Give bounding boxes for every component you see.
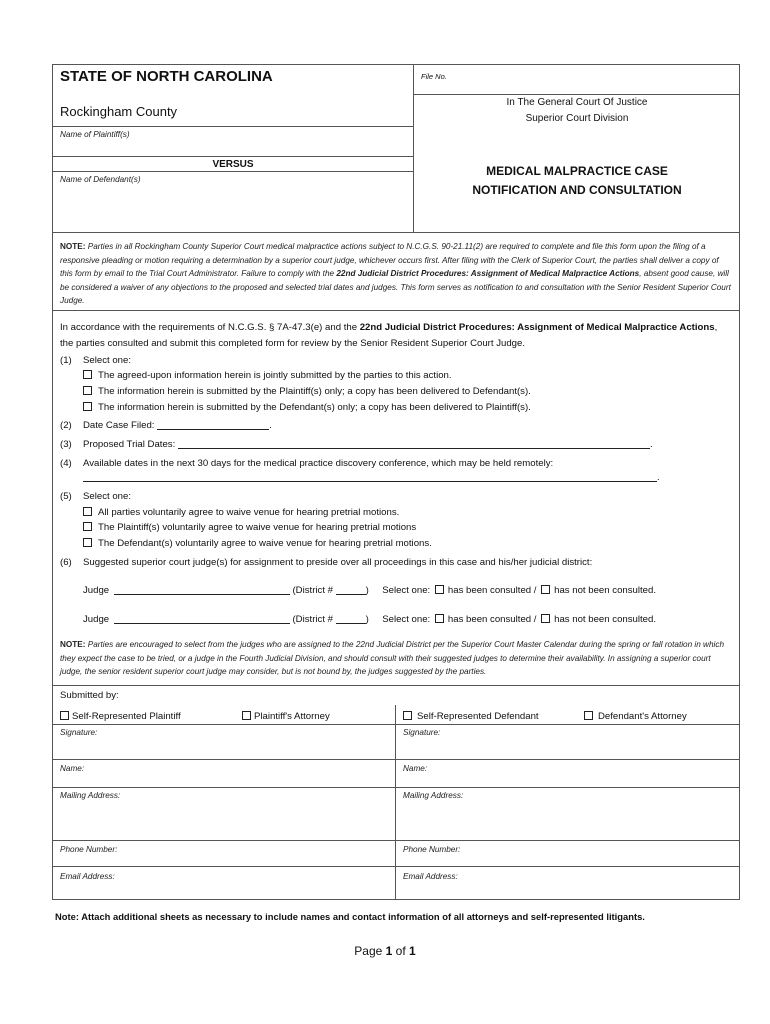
plaintiff-signature-label: Signature: xyxy=(60,728,98,737)
form-title-line1: MEDICAL MALPRACTICE CASE xyxy=(486,164,668,178)
checkbox[interactable] xyxy=(83,402,92,411)
filing-note xyxy=(60,240,732,308)
option-joint[interactable] xyxy=(83,370,452,381)
divider xyxy=(52,310,740,311)
plaintiff-name-label: Name: xyxy=(60,764,85,773)
note-text: Parties in all Rockingham County Superior Court medical malpractice actions subject to N.C.G.S. 90-21.11(2) are required to complete and file this form upon the filing of a responsive pleading or motion requiring a determination by a superior court judge, whichever occurs first. After filing with the Clerk of Superior Court, the parties shall deliver a copy of this form by email to the Trial Court Administrator. Failure to comply with the xyxy=(60,242,719,278)
proposed-trial-dates-field[interactable] xyxy=(178,439,650,449)
judge-label: Judge xyxy=(83,585,110,596)
checkbox[interactable] xyxy=(541,614,550,623)
district-label: (District # xyxy=(292,614,333,625)
defendant-email-label: Email Address: xyxy=(403,872,458,881)
divider xyxy=(52,171,414,172)
item-number: (4) xyxy=(60,458,72,469)
judge-name-field[interactable] xyxy=(114,614,290,624)
attachment-note: Note: Attach additional sheets as necessary to include names and contact information of all attorneys and self-represented litigants. xyxy=(55,911,645,922)
note-bold: 22nd Judicial District Procedures: Assignment of Medical Malpractice Actions xyxy=(336,269,640,278)
form-title-line2: NOTIFICATION AND CONSULTATION xyxy=(472,183,682,197)
checkbox[interactable] xyxy=(584,711,593,720)
checkbox[interactable] xyxy=(403,711,412,720)
defendant-label: Name of Defendant(s) xyxy=(60,175,141,184)
plaintiff-email-label: Email Address: xyxy=(60,872,115,881)
judge-label: Judge xyxy=(83,614,110,625)
intro-paragraph xyxy=(60,320,732,351)
select-one-label: Select one: xyxy=(382,614,431,625)
page-current: 1 xyxy=(385,944,393,958)
note-text: , absent good cause, will be considered a waiver of any objections to the proposed and selected trial dates and judges. This form serves as notification to and consultation with the Senior Resident Superior Court Judge. xyxy=(60,269,731,305)
district-field[interactable] xyxy=(336,585,366,595)
file-no-label: File No. xyxy=(421,72,447,81)
option-label: Defendant's Attorney xyxy=(598,711,687,722)
option-label: The information herein is submitted by the Defendant(s) only; a copy has been delivered to Plaintiff(s). xyxy=(98,402,531,413)
option-label: The Defendant(s) voluntarily agree to waive venue for hearing pretrial motions. xyxy=(98,538,432,549)
option-label: Self-Represented Defendant xyxy=(417,711,539,722)
item-number: (1) xyxy=(60,355,72,366)
checkbox[interactable] xyxy=(541,585,550,594)
item-number: (6) xyxy=(60,557,72,568)
option-label: The information herein is submitted by the Plaintiff(s) only; a copy has been delivered to Defendant(s). xyxy=(98,386,531,397)
state-title: STATE OF NORTH CAROLINA xyxy=(60,68,273,85)
plaintiff-phone-label: Phone Number: xyxy=(60,845,118,854)
option-all-waive[interactable] xyxy=(83,507,399,518)
plaintiff-mailing-label: Mailing Address: xyxy=(60,791,121,800)
date-case-filed-field[interactable] xyxy=(157,420,269,430)
field-label: Proposed Trial Dates: xyxy=(83,439,176,450)
field-label: Date Case Filed: xyxy=(83,420,155,431)
defendant-mailing-label: Mailing Address: xyxy=(403,791,464,800)
defendant-name-label: Name: xyxy=(403,764,428,773)
divider xyxy=(52,232,740,233)
item-number: (2) xyxy=(60,420,72,431)
checkbox[interactable] xyxy=(242,711,251,720)
option-label: Self-Represented Plaintiff xyxy=(72,711,181,722)
option-label: The agreed-upon information herein is jointly submitted by the parties to this action. xyxy=(98,370,452,381)
option-label: Plaintiff's Attorney xyxy=(254,711,330,722)
page-number xyxy=(0,944,770,958)
checkbox[interactable] xyxy=(83,370,92,379)
district-label: (District # xyxy=(292,585,333,596)
divider xyxy=(413,64,414,156)
item-number: (5) xyxy=(60,491,72,502)
option-plaintiff-waive[interactable] xyxy=(83,522,416,533)
versus-label: VERSUS xyxy=(212,159,254,170)
divider xyxy=(52,840,740,841)
item-label: Available dates in the next 30 days for the medical practice discovery conference, which may be held remotely: xyxy=(83,458,554,469)
page-total: 1 xyxy=(409,944,416,958)
county-name: Rockingham County xyxy=(60,104,178,119)
option-defendant-only[interactable] xyxy=(83,402,531,413)
divider xyxy=(52,787,740,788)
note-lead: NOTE: xyxy=(60,242,86,251)
note-text: Parties are encouraged to select from the judges who are assigned to the 22nd Judicial District per the Superior Court Master Calendar during the spring or fall rotation in which they expect the case to be tried, or a judge in the Fourth Judicial Division, and should consult with their suggested judges to determine their availability. In assigning a superior court judge, the senior resident superior court judge may consider, but is not bound by, the judges suggested by the parties. xyxy=(60,640,724,676)
item-label: Suggested superior court judge(s) for assignment to preside over all proceedings in this case and his/her judicial district: xyxy=(83,557,593,568)
option-label: The Plaintiff(s) voluntarily agree to waive venue for hearing pretrial motions xyxy=(98,522,417,533)
submitted-by-label: Submitted by: xyxy=(60,690,119,701)
divider xyxy=(52,156,414,157)
divider xyxy=(52,724,740,725)
page-of-label: of xyxy=(392,944,410,958)
page-label: Page xyxy=(354,944,386,958)
judge-name-field[interactable] xyxy=(114,585,290,595)
note-lead: NOTE: xyxy=(60,640,86,649)
judge-row-1 xyxy=(83,585,656,596)
available-dates-field[interactable] xyxy=(83,472,657,482)
select-one-label: Select one: xyxy=(382,585,431,596)
plaintiff-label: Name of Plaintiff(s) xyxy=(60,130,130,139)
checkbox[interactable] xyxy=(83,507,92,516)
divider xyxy=(52,685,740,686)
not-consulted-label: has not been consulted. xyxy=(554,614,657,625)
checkbox[interactable] xyxy=(83,538,92,547)
defendant-signature-label: Signature: xyxy=(403,728,441,737)
option-self-rep-defendant[interactable] xyxy=(403,711,539,722)
item-number: (3) xyxy=(60,439,72,450)
district-close: ) xyxy=(365,585,369,596)
checkbox[interactable] xyxy=(83,386,92,395)
date-case-filed: Date Case Filed: . xyxy=(83,420,272,431)
divider xyxy=(52,126,414,127)
item-label: Select one: xyxy=(83,491,132,502)
divider xyxy=(52,866,740,867)
divider xyxy=(413,94,740,95)
option-plaintiff-only[interactable] xyxy=(83,386,531,397)
checkbox[interactable] xyxy=(435,585,444,594)
intro-bold: 22nd Judicial District Procedures: Assignment of Medical Malpractice Actions xyxy=(359,322,715,333)
checkbox[interactable] xyxy=(435,614,444,623)
intro-text: , the parties consulted and submit this completed form for review by the Senior Resident Superior Court Judge. xyxy=(60,322,718,349)
item-label: Select one: xyxy=(83,355,132,366)
checkbox[interactable] xyxy=(83,522,92,531)
not-consulted-label: has not been consulted. xyxy=(554,585,657,596)
defendant-phone-label: Phone Number: xyxy=(403,845,461,854)
consulted-label: has been consulted / xyxy=(447,585,537,596)
option-label: All parties voluntarily agree to waive venue for hearing pretrial motions. xyxy=(98,507,400,518)
option-defendant-attorney[interactable] xyxy=(584,711,687,722)
available-dates: . xyxy=(83,472,660,483)
divider xyxy=(52,759,740,760)
court-line2: Superior Court Division xyxy=(525,113,629,124)
checkbox[interactable] xyxy=(60,711,69,720)
court-line1: In The General Court Of Justice xyxy=(506,97,648,108)
judge-row-2 xyxy=(83,614,656,625)
option-plaintiff-attorney[interactable] xyxy=(242,711,330,722)
judge-note xyxy=(60,638,732,679)
district-field[interactable] xyxy=(336,614,366,624)
option-defendant-waive[interactable] xyxy=(83,538,432,549)
consulted-label: has been consulted / xyxy=(447,614,537,625)
intro-text: In accordance with the requirements of N.C.G.S. § 7A-47.3(e) and the xyxy=(60,322,360,333)
district-close: ) xyxy=(365,614,369,625)
option-self-rep-plaintiff[interactable] xyxy=(60,711,181,722)
proposed-trial-dates: Proposed Trial Dates: . xyxy=(83,439,653,450)
divider xyxy=(395,705,396,900)
